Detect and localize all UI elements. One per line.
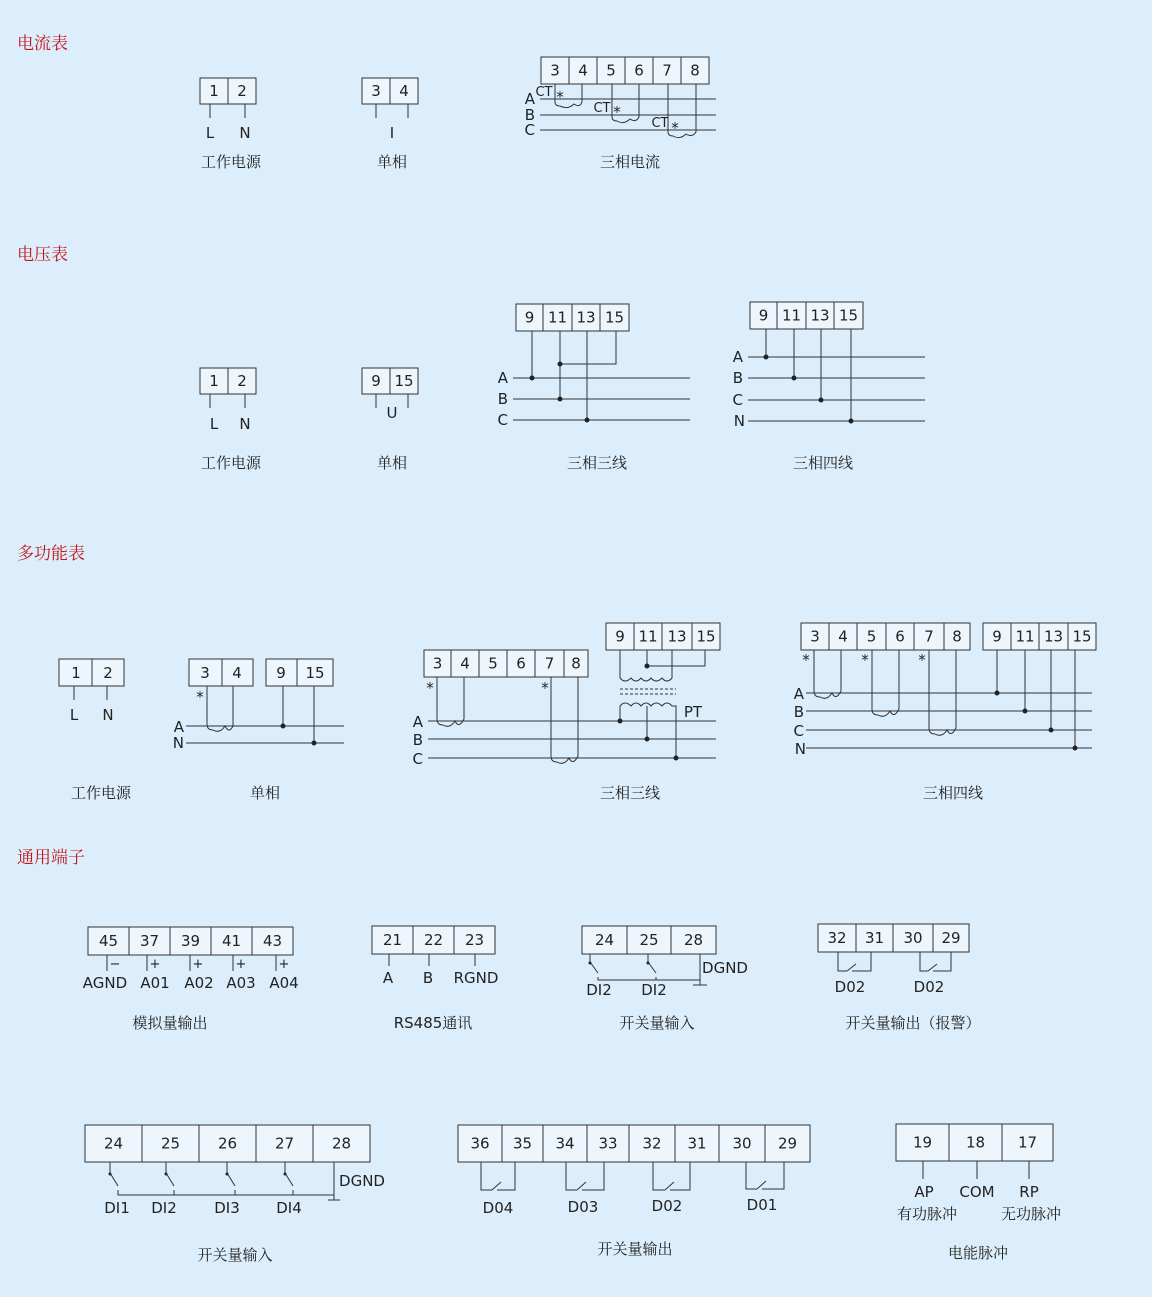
terminal-number: 3 (550, 61, 560, 80)
terminal-number: 9 (992, 627, 1002, 646)
terminal-number: 39 (180, 932, 201, 950)
terminal-number: 33 (598, 1134, 618, 1153)
multifunction-power-diagram (59, 659, 132, 802)
terminal-number: 13 (576, 308, 596, 327)
terminal-number: 24 (103, 1134, 124, 1153)
terminal-label: L (209, 415, 219, 433)
terminal-label: DI1 (104, 1199, 130, 1217)
terminal-label: DI4 (276, 1199, 302, 1217)
terminal-label: A (382, 969, 394, 987)
diagram-caption: 工作电源 (200, 454, 262, 472)
diagram-caption: 三相三线 (566, 454, 628, 472)
phase-label: B (497, 390, 508, 408)
terminal-number: 37 (139, 932, 160, 950)
polarity-star: * (426, 679, 434, 697)
phase-label: B (524, 106, 535, 124)
diagram-caption: 开关量输出（报警） (845, 1014, 981, 1032)
terminal-label: DI2 (586, 981, 612, 999)
energy-pulse-diagram (896, 1124, 1061, 1262)
phase-label: A (497, 369, 508, 387)
terminal-number: 1 (209, 372, 219, 390)
pulse-type-label: 有功脉冲 (896, 1205, 958, 1223)
terminal-number: 21 (382, 931, 403, 949)
terminal-label: A01 (140, 974, 170, 992)
voltmeter-power-diagram (200, 368, 262, 472)
polarity-star: * (196, 688, 204, 706)
terminal-number: 1 (71, 664, 81, 682)
terminal-number: 25 (160, 1134, 181, 1153)
ammeter-power-diagram (200, 78, 262, 171)
terminal-label: DI3 (214, 1199, 240, 1217)
dgnd-label: DGND (702, 959, 748, 977)
terminal-number: 24 (594, 931, 615, 949)
phase-label: B (793, 703, 804, 721)
polarity-star: * (613, 103, 621, 121)
phase-label: N (172, 734, 184, 752)
terminal-label: N (239, 415, 251, 433)
terminal-number: 15 (1072, 627, 1092, 646)
phase-label: A (732, 348, 743, 366)
terminal-number: 23 (464, 931, 485, 949)
multifunction-four-wire-diagram (794, 623, 1096, 802)
phase-label: N (733, 412, 745, 430)
diagram-caption: 开关量输入 (197, 1246, 273, 1264)
terminal-number: 28 (331, 1134, 352, 1153)
ct-label: CT (593, 101, 611, 116)
terminal-number: 7 (662, 61, 672, 80)
terminal-number: 15 (604, 308, 625, 327)
terminal-label: D02 (651, 1197, 683, 1215)
terminal-number: 15 (838, 306, 859, 325)
diagram-caption: 三相三线 (599, 784, 661, 802)
terminal-number: 9 (615, 627, 625, 646)
terminal-number: 9 (276, 664, 286, 682)
terminal-number: 43 (262, 932, 283, 950)
dgnd-label: DGND (339, 1172, 385, 1190)
phase-label: C (793, 722, 804, 740)
phase-label: C (524, 121, 535, 139)
terminal-label: DI2 (151, 1199, 177, 1217)
terminal-number: 13 (810, 306, 830, 325)
diagram-caption: RS485通讯 (393, 1014, 473, 1032)
phase-label: A (173, 718, 184, 736)
ammeter-heading: 电流表 (17, 34, 68, 54)
terminal-number: 6 (516, 654, 526, 673)
diagram-caption: 工作电源 (200, 153, 262, 171)
terminal-number: 30 (732, 1134, 752, 1153)
terminal-number: 7 (544, 654, 555, 673)
phase-label: B (412, 731, 423, 749)
terminal-number: 3 (200, 664, 210, 682)
polarity-star: * (918, 651, 926, 669)
terminal-number: 28 (683, 931, 704, 949)
digital-output-4-diagram (458, 1125, 810, 1258)
phase-label: B (732, 369, 743, 387)
terminal-number: 45 (98, 932, 119, 950)
voltmeter-single-diagram (362, 368, 418, 472)
terminal-number: 5 (488, 654, 498, 673)
terminal-label: A04 (269, 974, 299, 992)
terminal-number: 9 (371, 372, 381, 390)
diagram-caption: 单相 (249, 784, 281, 802)
terminal-label: D03 (567, 1198, 599, 1216)
terminal-number: 15 (696, 627, 716, 646)
terminal-label: D04 (482, 1199, 514, 1217)
terminal-label: A03 (226, 974, 256, 992)
terminal-label: D02 (834, 978, 866, 996)
terminal-number: 8 (952, 627, 962, 646)
terminal-number: 7 (924, 627, 934, 646)
phase-label: N (794, 740, 806, 758)
terminal-number: 29 (777, 1134, 798, 1153)
terminal-number: 25 (639, 931, 659, 949)
diagram-caption: 电能脉冲 (947, 1244, 1009, 1262)
terminal-number: 11 (547, 308, 568, 327)
terminal-number: 18 (965, 1133, 986, 1152)
terminal-number: 3 (810, 627, 820, 646)
ct-label: CT (535, 85, 553, 100)
terminal-label: L (69, 706, 79, 724)
phase-label: A (524, 90, 535, 108)
terminal-number: 11 (638, 627, 658, 646)
voltmeter-four-wire-diagram (733, 302, 925, 472)
polarity-sign: + (149, 957, 161, 972)
terminal-label: A02 (184, 974, 214, 992)
terminal-label: AGND (82, 974, 128, 992)
terminal-number: 8 (571, 654, 581, 673)
terminal-number: 4 (460, 654, 470, 673)
terminal-number: 15 (394, 372, 414, 390)
terminal-number: 6 (634, 61, 644, 80)
terminal-label: D02 (913, 978, 945, 996)
terminal-number: 19 (912, 1133, 933, 1152)
terminal-number: 30 (903, 929, 923, 947)
terminal-number: 2 (103, 664, 113, 682)
ct-label: CT (651, 116, 669, 131)
terminal-label: COM (959, 1183, 995, 1201)
polarity-sign: + (235, 957, 247, 972)
rs485-diagram (372, 926, 498, 1032)
terminal-number: 15 (305, 664, 325, 682)
terminal-number: 4 (232, 664, 242, 682)
terminal-number: 41 (221, 932, 242, 950)
multifunction-single-diagram (173, 659, 344, 802)
terminal-number: 35 (512, 1134, 533, 1153)
terminal-number: 4 (838, 627, 848, 646)
terminal-number: 6 (895, 627, 905, 646)
general-heading: 通用端子 (17, 848, 85, 868)
diagram-caption: 开关量输入 (619, 1014, 695, 1032)
terminal-number: 29 (941, 929, 961, 947)
polarity-star: * (556, 88, 564, 106)
phase-label: C (732, 391, 743, 409)
terminal-label: L (205, 124, 215, 142)
terminal-label: AP (914, 1183, 934, 1201)
terminal-number: 4 (399, 82, 409, 100)
terminal-number: 4 (578, 61, 588, 80)
terminal-number: 2 (237, 372, 247, 390)
terminal-number: 31 (864, 929, 885, 947)
terminal-number: 22 (423, 931, 444, 949)
terminal-number: 31 (687, 1134, 707, 1153)
polarity-sign: + (192, 957, 204, 972)
voltmeter-heading: 电压表 (17, 245, 68, 265)
voltmeter-three-wire-diagram (498, 304, 690, 472)
polarity-star: * (671, 119, 679, 137)
diagram-caption: 模拟量输出 (132, 1014, 208, 1032)
polarity-sign: + (278, 957, 290, 972)
ammeter-single-diagram (362, 78, 418, 171)
diagram-caption: 三相四线 (922, 784, 984, 802)
terminal-label: RGND (453, 969, 499, 987)
polarity-star: * (802, 651, 810, 669)
terminal-number: 11 (781, 306, 802, 325)
digital-input-4-diagram (85, 1125, 385, 1264)
diagram-caption: 单相 (376, 153, 408, 171)
multifunction-heading: 多功能表 (17, 544, 85, 564)
phase-label: A (793, 685, 804, 703)
terminal-label: N (102, 706, 114, 724)
terminal-number: 11 (1015, 627, 1035, 646)
terminal-number: 2 (237, 82, 247, 100)
phase-label: C (412, 750, 423, 768)
terminal-number: 1 (209, 82, 219, 100)
terminal-number: 5 (866, 627, 877, 646)
ammeter-three-phase-diagram (525, 57, 716, 171)
diagram-caption: 三相电流 (599, 153, 661, 171)
terminal-number: 3 (371, 82, 381, 100)
polarity-star: * (861, 651, 869, 669)
terminal-number: 13 (1043, 627, 1064, 646)
terminal-number: 27 (274, 1134, 295, 1153)
terminal-label: N (239, 124, 251, 142)
phase-label: C (497, 411, 508, 429)
digital-output-2-diagram (818, 924, 981, 1032)
analog-output-diagram (83, 927, 299, 1032)
terminal-number: 32 (827, 929, 847, 947)
polarity-star: * (541, 679, 549, 697)
terminal-number: 32 (642, 1134, 662, 1153)
pulse-type-label: 无功脉冲 (1000, 1205, 1062, 1223)
terminal-label: I (389, 124, 395, 142)
terminal-number: 5 (606, 61, 616, 80)
terminal-label: U (386, 404, 398, 422)
terminal-number: 26 (217, 1134, 238, 1153)
terminal-label: DI2 (641, 981, 667, 999)
polarity-sign: − (109, 957, 121, 972)
multifunction-three-wire-diagram (413, 623, 720, 802)
terminal-number: 36 (470, 1134, 490, 1153)
terminal-number: 17 (1017, 1133, 1038, 1152)
terminal-number: 9 (758, 306, 769, 325)
diagram-caption: 三相四线 (792, 454, 854, 472)
digital-input-2-diagram (582, 926, 748, 1032)
terminal-number: 9 (524, 308, 535, 327)
terminal-label: RP (1019, 1183, 1039, 1201)
phase-label: A (412, 713, 423, 731)
diagram-caption: 单相 (376, 454, 408, 472)
terminal-number: 13 (667, 627, 687, 646)
pt-label: PT (683, 703, 703, 721)
terminal-number: 8 (690, 61, 700, 80)
terminal-label: D01 (746, 1196, 778, 1214)
terminal-label: B (422, 969, 434, 987)
diagram-caption: 开关量输出 (597, 1240, 673, 1258)
terminal-number: 34 (555, 1134, 575, 1153)
diagram-caption: 工作电源 (70, 784, 132, 802)
terminal-number: 3 (432, 654, 443, 673)
